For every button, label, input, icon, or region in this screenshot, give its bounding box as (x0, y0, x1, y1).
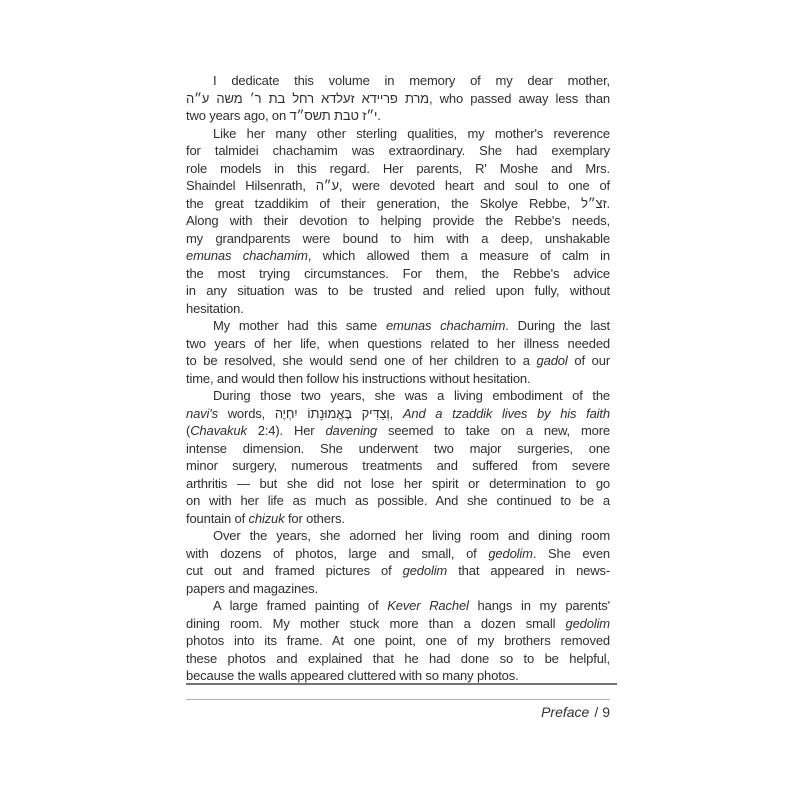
text-line: the most trying circumstances. For them, the Rebbe's advice (186, 265, 610, 281)
paragraph (186, 597, 610, 685)
paragraph (186, 317, 610, 387)
text-line: Like her many other sterling qualities, my mother's reverence (213, 125, 610, 141)
hebrew-text: וְצַדִּיק בֶּאֱמוּנָתוֹ יִחְיֶה (274, 405, 390, 421)
text-line: cut out and framed pictures of gedolim that appeared in news- (186, 563, 610, 578)
hebrew-text: י״ז טבת תשס״ד (289, 108, 378, 123)
text-line: (Chavakuk 2:4). Her davening seemed to take on a new, more (186, 423, 610, 438)
text-line: My mother had this same emunas chachamim. During the last (213, 318, 610, 333)
paragraph (186, 125, 610, 318)
text-line: time, and would then follow his instructions without hesitation. (186, 370, 531, 386)
page-number: 9 (602, 704, 610, 720)
text-line: my grandparents were bound to him with a deep, unshakable (186, 230, 610, 246)
text-line: these photos and explained that he had done so to be helpful, (186, 650, 610, 666)
text-line: two years of her life, when questions related to her illness needed (186, 335, 610, 351)
text-line: emunas chachamim, which allowed them a measure of calm in (186, 248, 611, 263)
text-line: מרת פריידא זעלדא רחל בת ר׳ משה ע״ה, who passed away less than (186, 90, 610, 106)
text-line: on with her life as much as possible. And she continued to be a (186, 493, 610, 508)
text-line: dining room. My mother stuck more than a dozen small gedolim (186, 615, 610, 631)
page-crop-line (186, 683, 617, 685)
text-line: role models in this regard. Her parents, R' Moshe and Mrs. (186, 160, 610, 176)
text-line: Over the years, she adorned her living room and dining room (213, 528, 610, 543)
page-footer (186, 703, 610, 721)
text-line: two years ago, on י״ז טבת תשס״ד. (186, 108, 381, 123)
text-line: arthritis — but she did not lose her spirit or determination to go (186, 475, 610, 491)
hebrew-text: ע״ה (315, 178, 339, 193)
text-line: A large framed painting of Kever Rachel hangs in my parents' (213, 598, 610, 613)
text-line: Along with their devotion to helping provide the Rebbe's needs, (186, 213, 610, 228)
text-line: minor surgery, numerous treatments and suffered from severe (186, 458, 610, 473)
paragraph (186, 387, 610, 527)
text-line: navi's words, וְצַדִּיק בֶּאֱמוּנָתוֹ יִחְיֶה, And a tzaddik lives by his faith (186, 405, 610, 421)
footer-separator: / (594, 704, 599, 720)
hebrew-text: מרת פריידא זעלדא רחל בת ר׳ משה ע״ה (186, 90, 429, 106)
text-line: the great tzaddikim of their generation, the Skolye Rebbe, זצ״ל. (186, 195, 610, 211)
text-line: Shaindel Hilsenrath, ע״ה, were devoted heart and soul to one of (186, 178, 611, 193)
page-body (186, 72, 610, 685)
text-line: photos into its frame. At one point, one of my brothers removed (186, 633, 610, 648)
paragraph (186, 527, 610, 597)
paragraph (186, 72, 610, 125)
text-line: in any situation was to be trusted and relied upon fully, without (186, 283, 610, 298)
text-line: intense dimension. She underwent two major surgeries, one (186, 440, 610, 456)
text-line: I dedicate this volume in memory of my dear mother, (213, 73, 610, 88)
text-line: fountain of chizuk for others. (186, 510, 345, 526)
text-line: papers and magazines. (186, 580, 318, 596)
hebrew-text: זצ״ל (581, 195, 607, 211)
text-line: to be resolved, she would send one of her children to a gadol of our (186, 353, 610, 368)
text-line: with dozens of photos, large and small, of gedolim. She even (186, 545, 610, 561)
text-line: During those two years, she was a living embodiment of the (213, 388, 610, 403)
text-line: for talmidei chachamim was extraordinary. She had exemplary (186, 143, 610, 158)
text-line: because the walls appeared cluttered with so many photos. (186, 668, 519, 683)
footer-rule (186, 699, 610, 700)
section-name: Preface (541, 704, 590, 720)
text-line: hesitation. (186, 300, 244, 316)
